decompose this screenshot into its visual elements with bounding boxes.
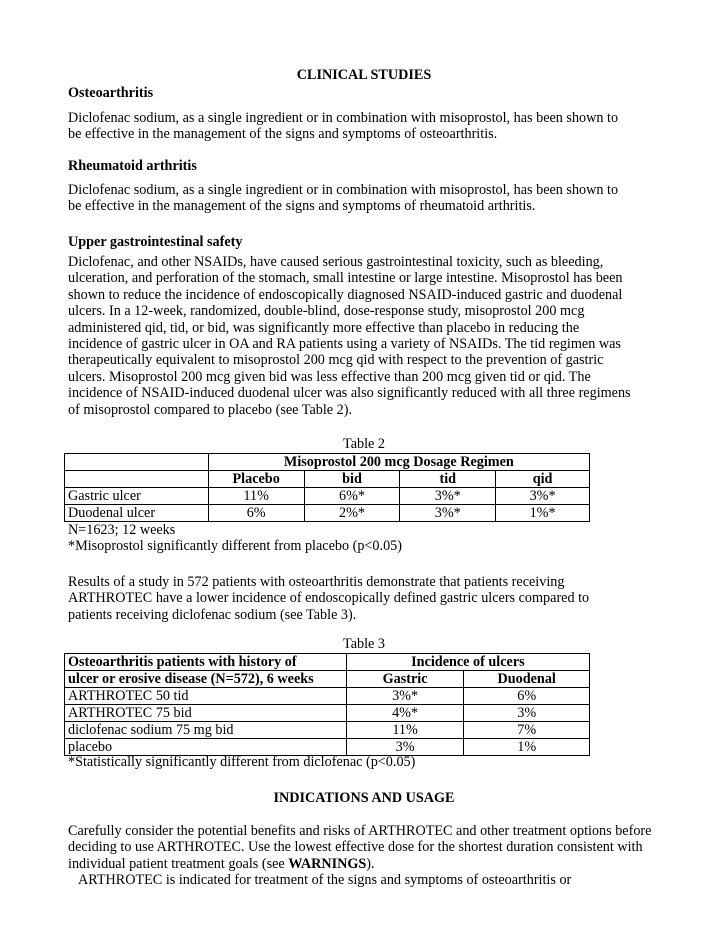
table-cell: 6%*	[304, 488, 400, 505]
table2-footnote: *Misoprostol significantly different from placebo (p<0.05)	[68, 538, 402, 555]
table-cell: 3%*	[400, 488, 496, 505]
table-row	[65, 471, 590, 488]
table-cell: 11%	[208, 488, 304, 505]
table-row	[65, 505, 590, 522]
table-cell: 3%	[464, 705, 590, 722]
text-line: ulceration, and perforation of the stomach, small intestine or large intestine. Misoprostol has been	[68, 270, 623, 287]
table2-notes	[68, 522, 402, 555]
text-line: shown to reduce the incidence of endoscopically diagnosed NSAID-induced gastric and duodenal	[68, 286, 623, 303]
warnings-reference: WARNINGS	[288, 855, 367, 872]
text-run: ).	[366, 855, 375, 872]
row-label: Duodenal ulcer	[65, 505, 209, 522]
text-line: administered qid, tid, or bid, was significantly more effective than placebo in reducing the	[68, 319, 580, 336]
table2	[64, 453, 590, 522]
rheumatoid-paragraph	[68, 182, 618, 215]
table2-note: N=1623; 12 weeks	[68, 522, 176, 538]
table-cell: 6%	[464, 688, 590, 705]
osteoarthritis-paragraph	[68, 110, 618, 143]
text-line: be effective in the management of the signs and symptoms of rheumatoid arthritis.	[68, 198, 536, 215]
text-line: Diclofenac, and other NSAIDs, have caused serious gastrointestinal toxicity, such as bleeding,	[68, 254, 604, 270]
table-row	[65, 654, 590, 671]
table3-row-header-line2: ulcer or erosive disease (N=572), 6 weeks	[65, 671, 347, 688]
table-cell	[65, 471, 209, 488]
table-cell: 3%*	[346, 688, 464, 705]
table2-group-header: Misoprostol 200 mcg Dosage Regimen	[208, 454, 589, 471]
table-cell: 2%*	[304, 505, 400, 522]
table-row	[65, 488, 590, 505]
table-cell: 1%	[464, 739, 590, 756]
table-row	[65, 705, 590, 722]
text-line: ARTHROTEC have a lower incidence of endoscopically defined gastric ulcers compared to	[68, 590, 590, 607]
text-line: incidence of gastric ulcer in OA and RA patients using a variety of NSAIDs. The tid regimen was	[68, 336, 621, 353]
table3-group-header: Incidence of ulcers	[346, 654, 589, 671]
row-label: diclofenac sodium 75 mg bid	[65, 722, 347, 739]
indications-heading: INDICATIONS AND USAGE	[273, 790, 455, 806]
text-line: therapeutically equivalent to misoprostol 200 mcg qid with respect to the prevention of gastric	[68, 352, 604, 369]
indications-paragraph	[68, 823, 651, 889]
table-cell: 4%*	[346, 705, 464, 722]
row-label: placebo	[65, 739, 347, 756]
text-line: Diclofenac sodium, as a single ingredient or in combination with misoprostol, has been shown to	[68, 110, 619, 126]
table-cell: 1%*	[496, 505, 590, 522]
table-row	[65, 739, 590, 756]
table-cell: 3%*	[400, 505, 496, 522]
text-line: Results of a study in 572 patients with osteoarthritis demonstrate that patients receiving	[68, 574, 565, 590]
text-line: ulcers. Misoprostol 200 mcg given bid was less effective than 200 mcg given tid or qid. The	[68, 368, 591, 385]
text-line: Carefully consider the potential benefits and risks of ARTHROTEC and other treatment options before	[68, 823, 652, 839]
text-line: Diclofenac sodium, as a single ingredient or in combination with misoprostol, has been shown to	[68, 182, 619, 198]
table-cell	[65, 454, 209, 471]
text-line: ARTHROTEC is indicated for treatment of the signs and symptoms of osteoarthritis or	[78, 872, 572, 889]
ugi-safety-heading: Upper gastrointestinal safety	[68, 234, 243, 250]
text-line: deciding to use ARTHROTEC. Use the lowest effective dose for the shortest duration consistent with	[68, 839, 643, 856]
table2-caption: Table 2	[343, 436, 385, 452]
table3-row-header-line1: Osteoarthritis patients with history of	[65, 654, 347, 671]
text-line: be effective in the management of the signs and symptoms of osteoarthritis.	[68, 126, 498, 143]
text-line: ulcers. In a 12-week, randomized, double-blind, dose-response study, misoprostol 200 mcg	[68, 303, 585, 320]
row-label: ARTHROTEC 50 tid	[65, 688, 347, 705]
column-header: Placebo	[208, 471, 304, 488]
column-header: tid	[400, 471, 496, 488]
text-line: of misoprostol compared to placebo (see Table 2).	[68, 401, 352, 418]
row-label: Gastric ulcer	[65, 488, 209, 505]
table-cell: 3%*	[496, 488, 590, 505]
text-line	[68, 856, 651, 872]
column-header: Gastric	[346, 671, 464, 688]
column-header: Duodenal	[464, 671, 590, 688]
osteoarthritis-heading: Osteoarthritis	[68, 85, 154, 101]
column-header: qid	[496, 471, 590, 488]
text-line: patients receiving diclofenac sodium (see Table 3).	[68, 606, 357, 623]
table-cell: 6%	[208, 505, 304, 522]
text-line: incidence of NSAID-induced duodenal ulcer was also significantly reduced with all three regimens	[68, 385, 631, 402]
page-title: CLINICAL STUDIES	[296, 67, 432, 83]
table3-footnote: *Statistically significantly different from diclofenac (p<0.05)	[68, 754, 416, 770]
table3-caption: Table 3	[343, 636, 385, 652]
table-row	[65, 671, 590, 688]
table3	[64, 653, 590, 756]
table-row	[65, 688, 590, 705]
table-cell: 7%	[464, 722, 590, 739]
table-row	[65, 454, 590, 471]
table-cell: 3%	[346, 739, 464, 756]
rheumatoid-heading: Rheumatoid arthritis	[68, 158, 197, 174]
text-run: individual patient treatment goals (see	[68, 855, 289, 872]
column-header: bid	[304, 471, 400, 488]
table-cell: 11%	[346, 722, 464, 739]
table-row	[65, 722, 590, 739]
ugi-safety-paragraph	[68, 254, 631, 418]
results-paragraph	[68, 574, 589, 623]
row-label: ARTHROTEC 75 bid	[65, 705, 347, 722]
